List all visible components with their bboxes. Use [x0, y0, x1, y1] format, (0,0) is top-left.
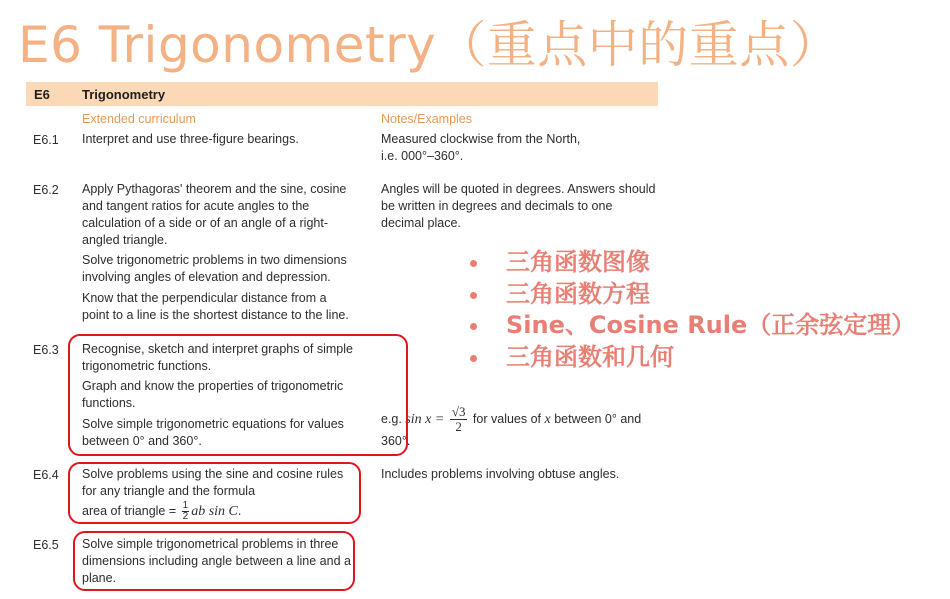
row-notes-e6-3: e.g. sin x = $\frac{√3}{2}$ for values of x between 0° and: [381, 404, 642, 434]
bullet-dot-icon: [470, 292, 477, 299]
fraction-one-half: $\frac{1}{2}$: [182, 500, 189, 522]
row-code-e6-5: E6.5: [33, 538, 59, 552]
row-code-e6-1: E6.1: [33, 133, 59, 147]
row-code-e6-4: E6.4: [33, 468, 59, 482]
row-notes-e6-1: Measured clockwise from the North, i.e. 000°–360°.: [381, 132, 581, 163]
row-item-e6-2-b: Solve trigonometric problems in two dimensions involving angles of elevation and depression.: [82, 253, 347, 284]
slide-title: E6 Trigonometry（重点中的重点）: [18, 16, 841, 74]
bullet-dot-icon: [470, 323, 477, 330]
row-item-e6-3-b: Graph and know the properties of trigonometric functions.: [82, 379, 344, 410]
row-item-e6-2-a: Apply Pythagoras' theorem and the sine, cosine and tangent ratios for acute angles to the calculation of a side or of an angle of a right- angled triangle.: [82, 182, 347, 247]
highlight-box-e6-4: [68, 462, 361, 524]
row-item-e6-4: Solve problems using the sine and cosine rules for any triangle and the formula: [82, 467, 344, 498]
key-topics-list: [470, 247, 915, 373]
bullet-dot-icon: [470, 355, 477, 362]
fraction-root3-over-2: $\frac{√3}{2}$: [451, 404, 466, 434]
column-header-curriculum: Extended curriculum: [82, 112, 196, 126]
row-text-e6-1: Interpret and use three-figure bearings.: [82, 132, 299, 146]
key-topic-item: 三角函数方程: [470, 279, 915, 311]
header-topic: Trigonometry: [82, 87, 166, 102]
header-code: E6: [34, 87, 50, 102]
row-item-e6-3-c: Solve simple trigonometric equations for values between 0° and 360°.: [82, 417, 344, 448]
topic-header-bar: [26, 82, 658, 106]
row-notes-e6-2: Angles will be quoted in degrees. Answers should be written in degrees and decimals to one decimal place.: [381, 182, 656, 230]
row-code-e6-3: E6.3: [33, 343, 59, 357]
row-item-e6-3-a: Recognise, sketch and interpret graphs of simple trigonometric functions.: [82, 342, 353, 373]
row-notes-e6-4: Includes problems involving obtuse angles.: [381, 467, 620, 481]
row-item-e6-5: Solve simple trigonometrical problems in three dimensions including angle between a line and a plane.: [82, 537, 351, 585]
row-code-e6-2: E6.2: [33, 183, 59, 197]
row-formula-e6-4: area of triangle = $\frac{1}{2}$ ab sin C.: [82, 500, 242, 522]
key-topic-item: 三角函数图像: [470, 247, 915, 279]
row-notes-e6-3-line2: 360°.: [381, 434, 411, 448]
column-header-notes: Notes/Examples: [381, 112, 473, 126]
row-item-e6-2-c: Know that the perpendicular distance from a point to a line is the shortest distance to the line.: [82, 291, 349, 322]
bullet-dot-icon: [470, 260, 477, 267]
key-topic-item: Sine、Cosine Rule（正余弦定理）: [470, 310, 915, 342]
highlight-box-e6-3: [68, 334, 411, 456]
highlight-box-e6-5: [73, 531, 355, 591]
key-topic-item: 三角函数和几何: [470, 342, 915, 374]
